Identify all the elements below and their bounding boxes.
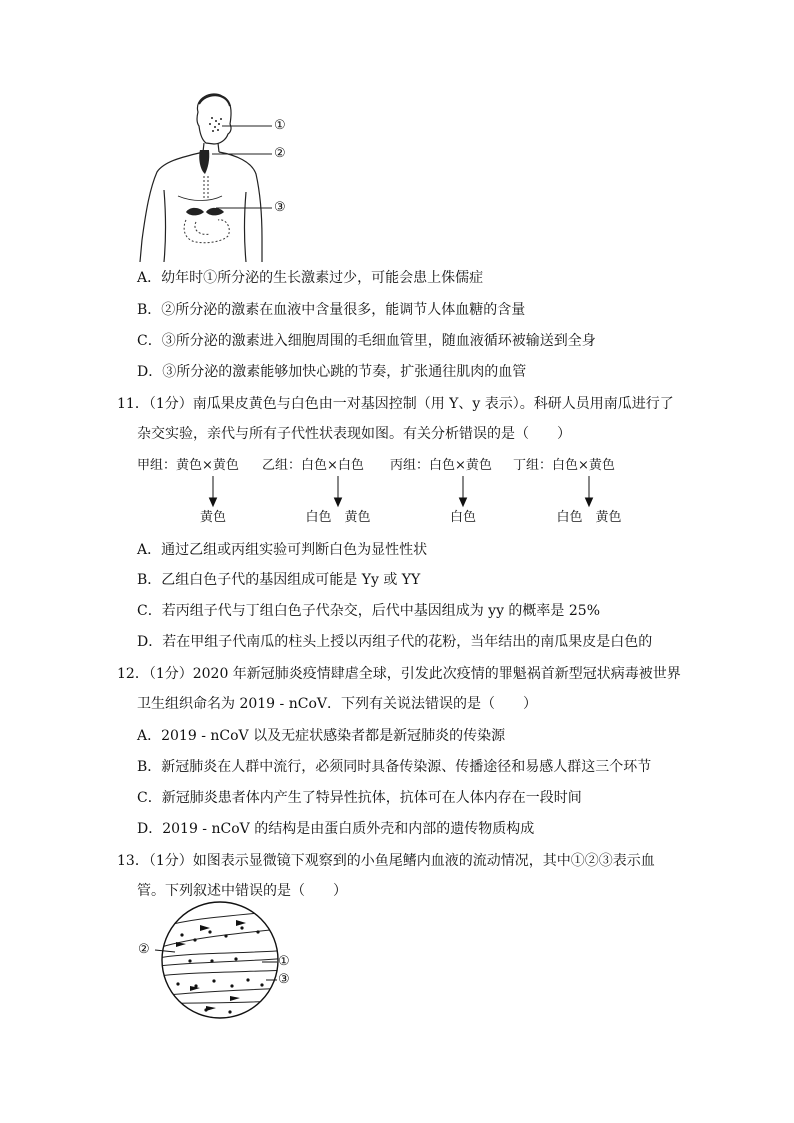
q11-option-c: C．若丙组子代与丁组白色子代杂交，后代中基因组成为 yy 的概率是 25% <box>137 603 600 619</box>
q10-option-a: A．幼年时①所分泌的生长激素过少，可能会患上侏儒症 <box>137 270 484 286</box>
q11-option-b: B．乙组白色子代的基因组成可能是 Yy 或 YY <box>137 572 421 588</box>
q12-option-b: B．新冠肺炎在人群中流行，必须同时具备传染源、传播途径和易感人群这三个环节 <box>137 759 652 775</box>
offspring-bing: 白色 <box>449 510 476 525</box>
q10-option-d: D．③所分泌的激素能够加快心跳的节奏，扩张通往肌肉的血管 <box>137 364 527 380</box>
q12-option-c: C．新冠肺炎患者体内产生了特异性抗体，抗体可在人体内存在一段时间 <box>137 790 582 806</box>
cross-group-ding: 丁组：白色×黄色 <box>513 458 615 473</box>
q11-option-d: D．若在甲组子代南瓜的柱头上授以丙组子代的花粉，当年结出的南瓜果皮是白色的 <box>137 634 653 650</box>
q12-stem: 12．（1分）2020 年新冠肺炎疫情肆虐全球，引发此次疫情的罪魁祸首新型冠状病毒被世界 <box>117 666 681 682</box>
offspring-ding: 白色 黄色 <box>556 510 622 525</box>
q12-stem-cont: 卫生组织命名为 2019 - nCoV．下列有关说法错误的是（ ） <box>137 696 537 712</box>
q12-option-d: D．2019 - nCoV 的结构是由蛋白质外壳和内部的遗传物质构成 <box>137 821 535 837</box>
label-adrenal: ③ <box>274 200 286 215</box>
q11-stem: 11．（1分）南瓜果皮黄色与白色由一对基因控制（用 Y、y 表示）。科研人员用南瓜进行了 <box>117 396 674 412</box>
offspring-jia: 黄色 <box>199 510 226 525</box>
q11-option-a: A．通过乙组或丙组实验可判断白色为显性性状 <box>137 542 428 558</box>
label-vessel-3: ③ <box>278 972 290 987</box>
label-pituitary: ① <box>274 118 286 133</box>
q11-stem-cont: 杂交实验，亲代与所有子代性状表现如图。有关分析错误的是（ ） <box>137 426 571 442</box>
q10-option-c: C．③所分泌的激素进入细胞周围的毛细血管里，随血液循环被输送到全身 <box>137 333 596 349</box>
offspring-yi: 白色 黄色 <box>305 510 371 525</box>
q10-option-b: B．②所分泌的激素在血液中含量很多，能调节人体血糖的含量 <box>137 302 526 318</box>
cross-group-bing: 丙组：白色×黄色 <box>390 458 492 473</box>
label-vessel-2: ② <box>138 942 150 957</box>
label-vessel-1: ① <box>278 954 290 969</box>
cross-group-yi: 乙组：白色×白色 <box>262 458 364 473</box>
label-thyroid: ② <box>274 146 286 161</box>
cross-group-jia: 甲组：黄色×黄色 <box>137 458 239 473</box>
q12-option-a: A．2019 - nCoV 以及无症状感染者都是新冠肺炎的传染源 <box>137 728 506 744</box>
q13-stem-cont: 管。下列叙述中错误的是（ ） <box>137 883 347 899</box>
q13-stem: 13．（1分）如图表示显微镜下观察到的小鱼尾鳍内血液的流动情况，其中①②③表示血 <box>117 853 655 869</box>
